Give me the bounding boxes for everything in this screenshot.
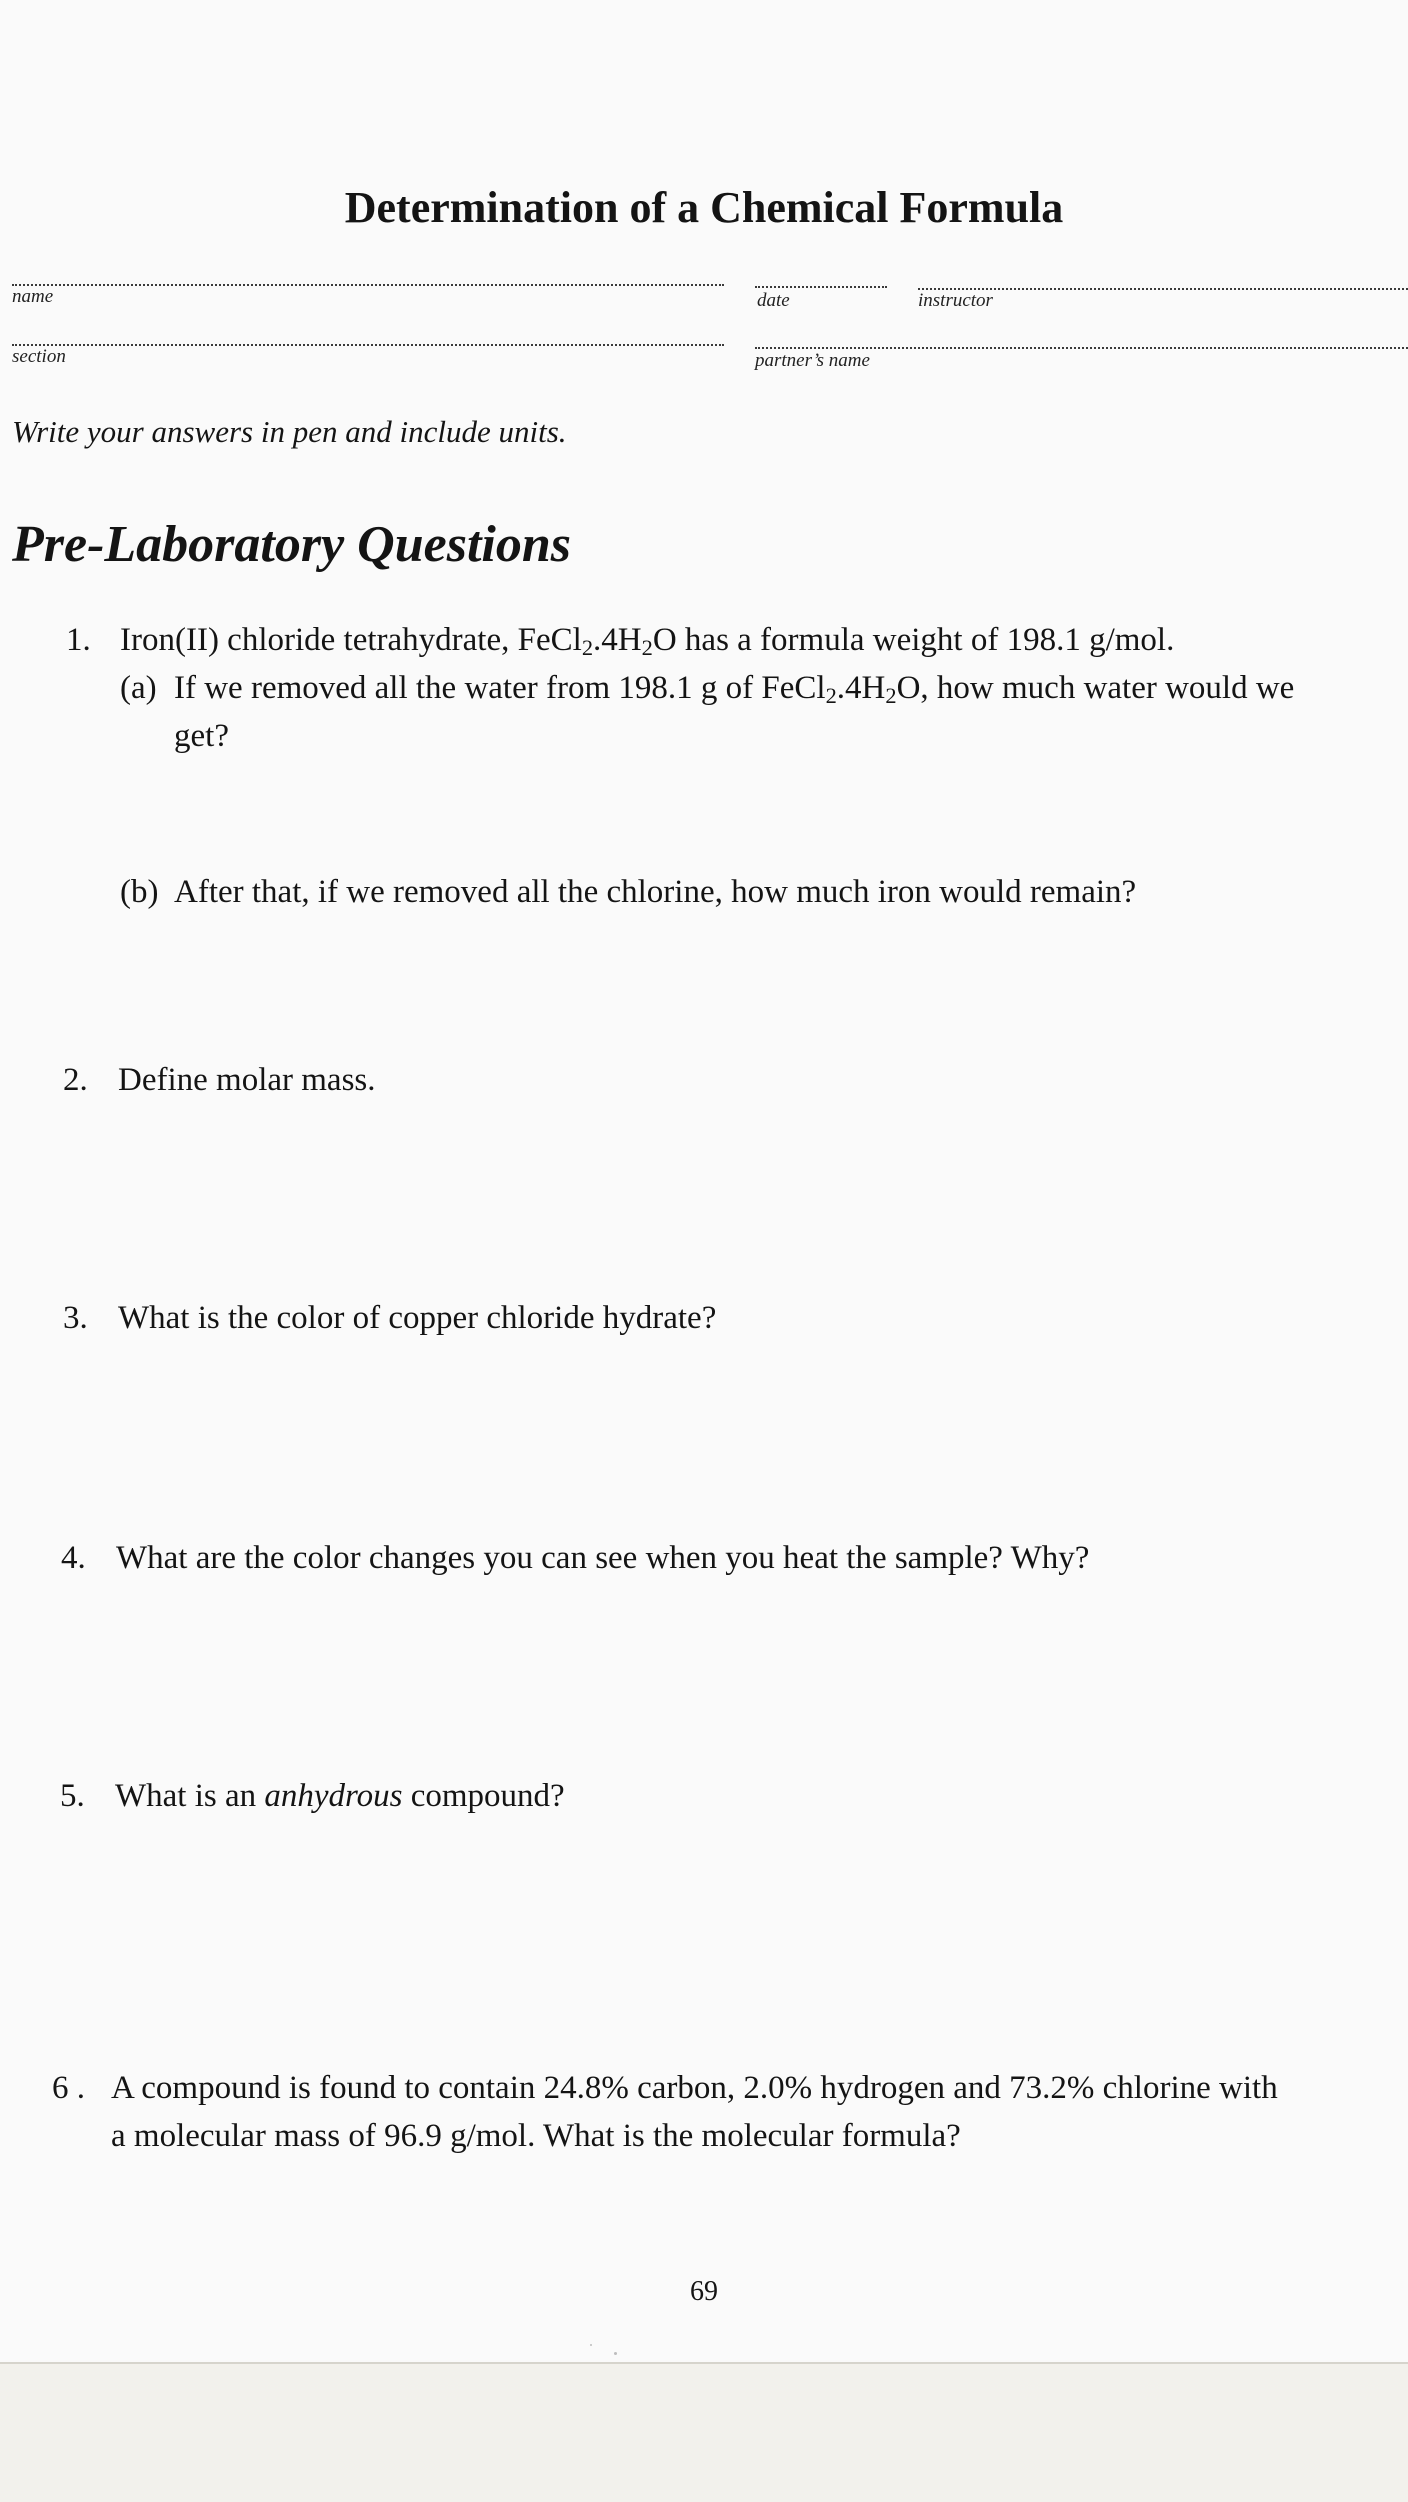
- sub-question-label: (a): [120, 670, 157, 706]
- section-label: section: [12, 346, 66, 367]
- subscript: 2: [825, 682, 837, 708]
- question-text: What is the color of copper chloride hydrate?: [118, 1300, 717, 1336]
- page-title: Determination of a Chemical Formula: [344, 183, 1064, 232]
- question-text: get?: [174, 718, 229, 754]
- sub-question-label: (b): [120, 874, 159, 910]
- question-number: 2.: [63, 1062, 88, 1098]
- question-text: [174, 664, 1294, 713]
- partner-label: partner’s name: [755, 350, 870, 371]
- partner-line: [755, 347, 1408, 349]
- question-text-part: Iron(II) chloride tetrahydrate, FeCl: [120, 622, 582, 658]
- scanner-background: [0, 2362, 1408, 2502]
- question-text-part: What is an: [115, 1778, 265, 1814]
- name-line: [12, 284, 724, 286]
- question-text: Define molar mass.: [118, 1062, 376, 1098]
- instructor-label: instructor: [918, 290, 993, 311]
- page-number: 69: [690, 2276, 718, 2307]
- question-number: 3.: [63, 1300, 88, 1336]
- question-text: What are the color changes you can see when you heat the sample? Why?: [116, 1540, 1090, 1576]
- question-text: [115, 1772, 565, 1821]
- question-text: a molecular mass of 96.9 g/mol. What is the molecular formula?: [111, 2118, 961, 2154]
- subscript: 2: [581, 634, 594, 660]
- section-line: [12, 344, 724, 346]
- section-heading: Pre-Laboratory Questions: [12, 516, 571, 573]
- name-label: name: [12, 286, 54, 307]
- emphasized-term: anhydrous: [264, 1778, 403, 1814]
- question-text-part: .4H: [593, 622, 642, 658]
- subscript: 2: [885, 682, 897, 708]
- instructions: Write your answers in pen and include units.: [12, 414, 567, 449]
- subscript: 2: [641, 634, 653, 660]
- question-text: A compound is found to contain 24.8% carbon, 2.0% hydrogen and 73.2% chlorine with: [111, 2070, 1278, 2106]
- question-number: 4.: [61, 1540, 86, 1576]
- question-number: 6 .: [52, 2070, 85, 2106]
- question-text: [120, 616, 1174, 665]
- question-text-part: .4H: [836, 670, 886, 706]
- date-label: date: [757, 290, 790, 311]
- paper-speck: [590, 2344, 592, 2346]
- date-line: [755, 286, 887, 288]
- question-text-part: O, how much water would we: [896, 670, 1295, 706]
- question-text-part: compound?: [402, 1778, 565, 1814]
- question-number: 1.: [66, 622, 91, 658]
- question-text-part: O has a formula weight of 198.1 g/mol.: [652, 622, 1175, 658]
- question-number: 5.: [60, 1778, 85, 1814]
- question-text-part: If we removed all the water from 198.1 g of FeCl: [174, 670, 826, 706]
- paper-speck: [614, 2352, 617, 2355]
- question-text: After that, if we removed all the chlorine, how much iron would remain?: [174, 874, 1137, 910]
